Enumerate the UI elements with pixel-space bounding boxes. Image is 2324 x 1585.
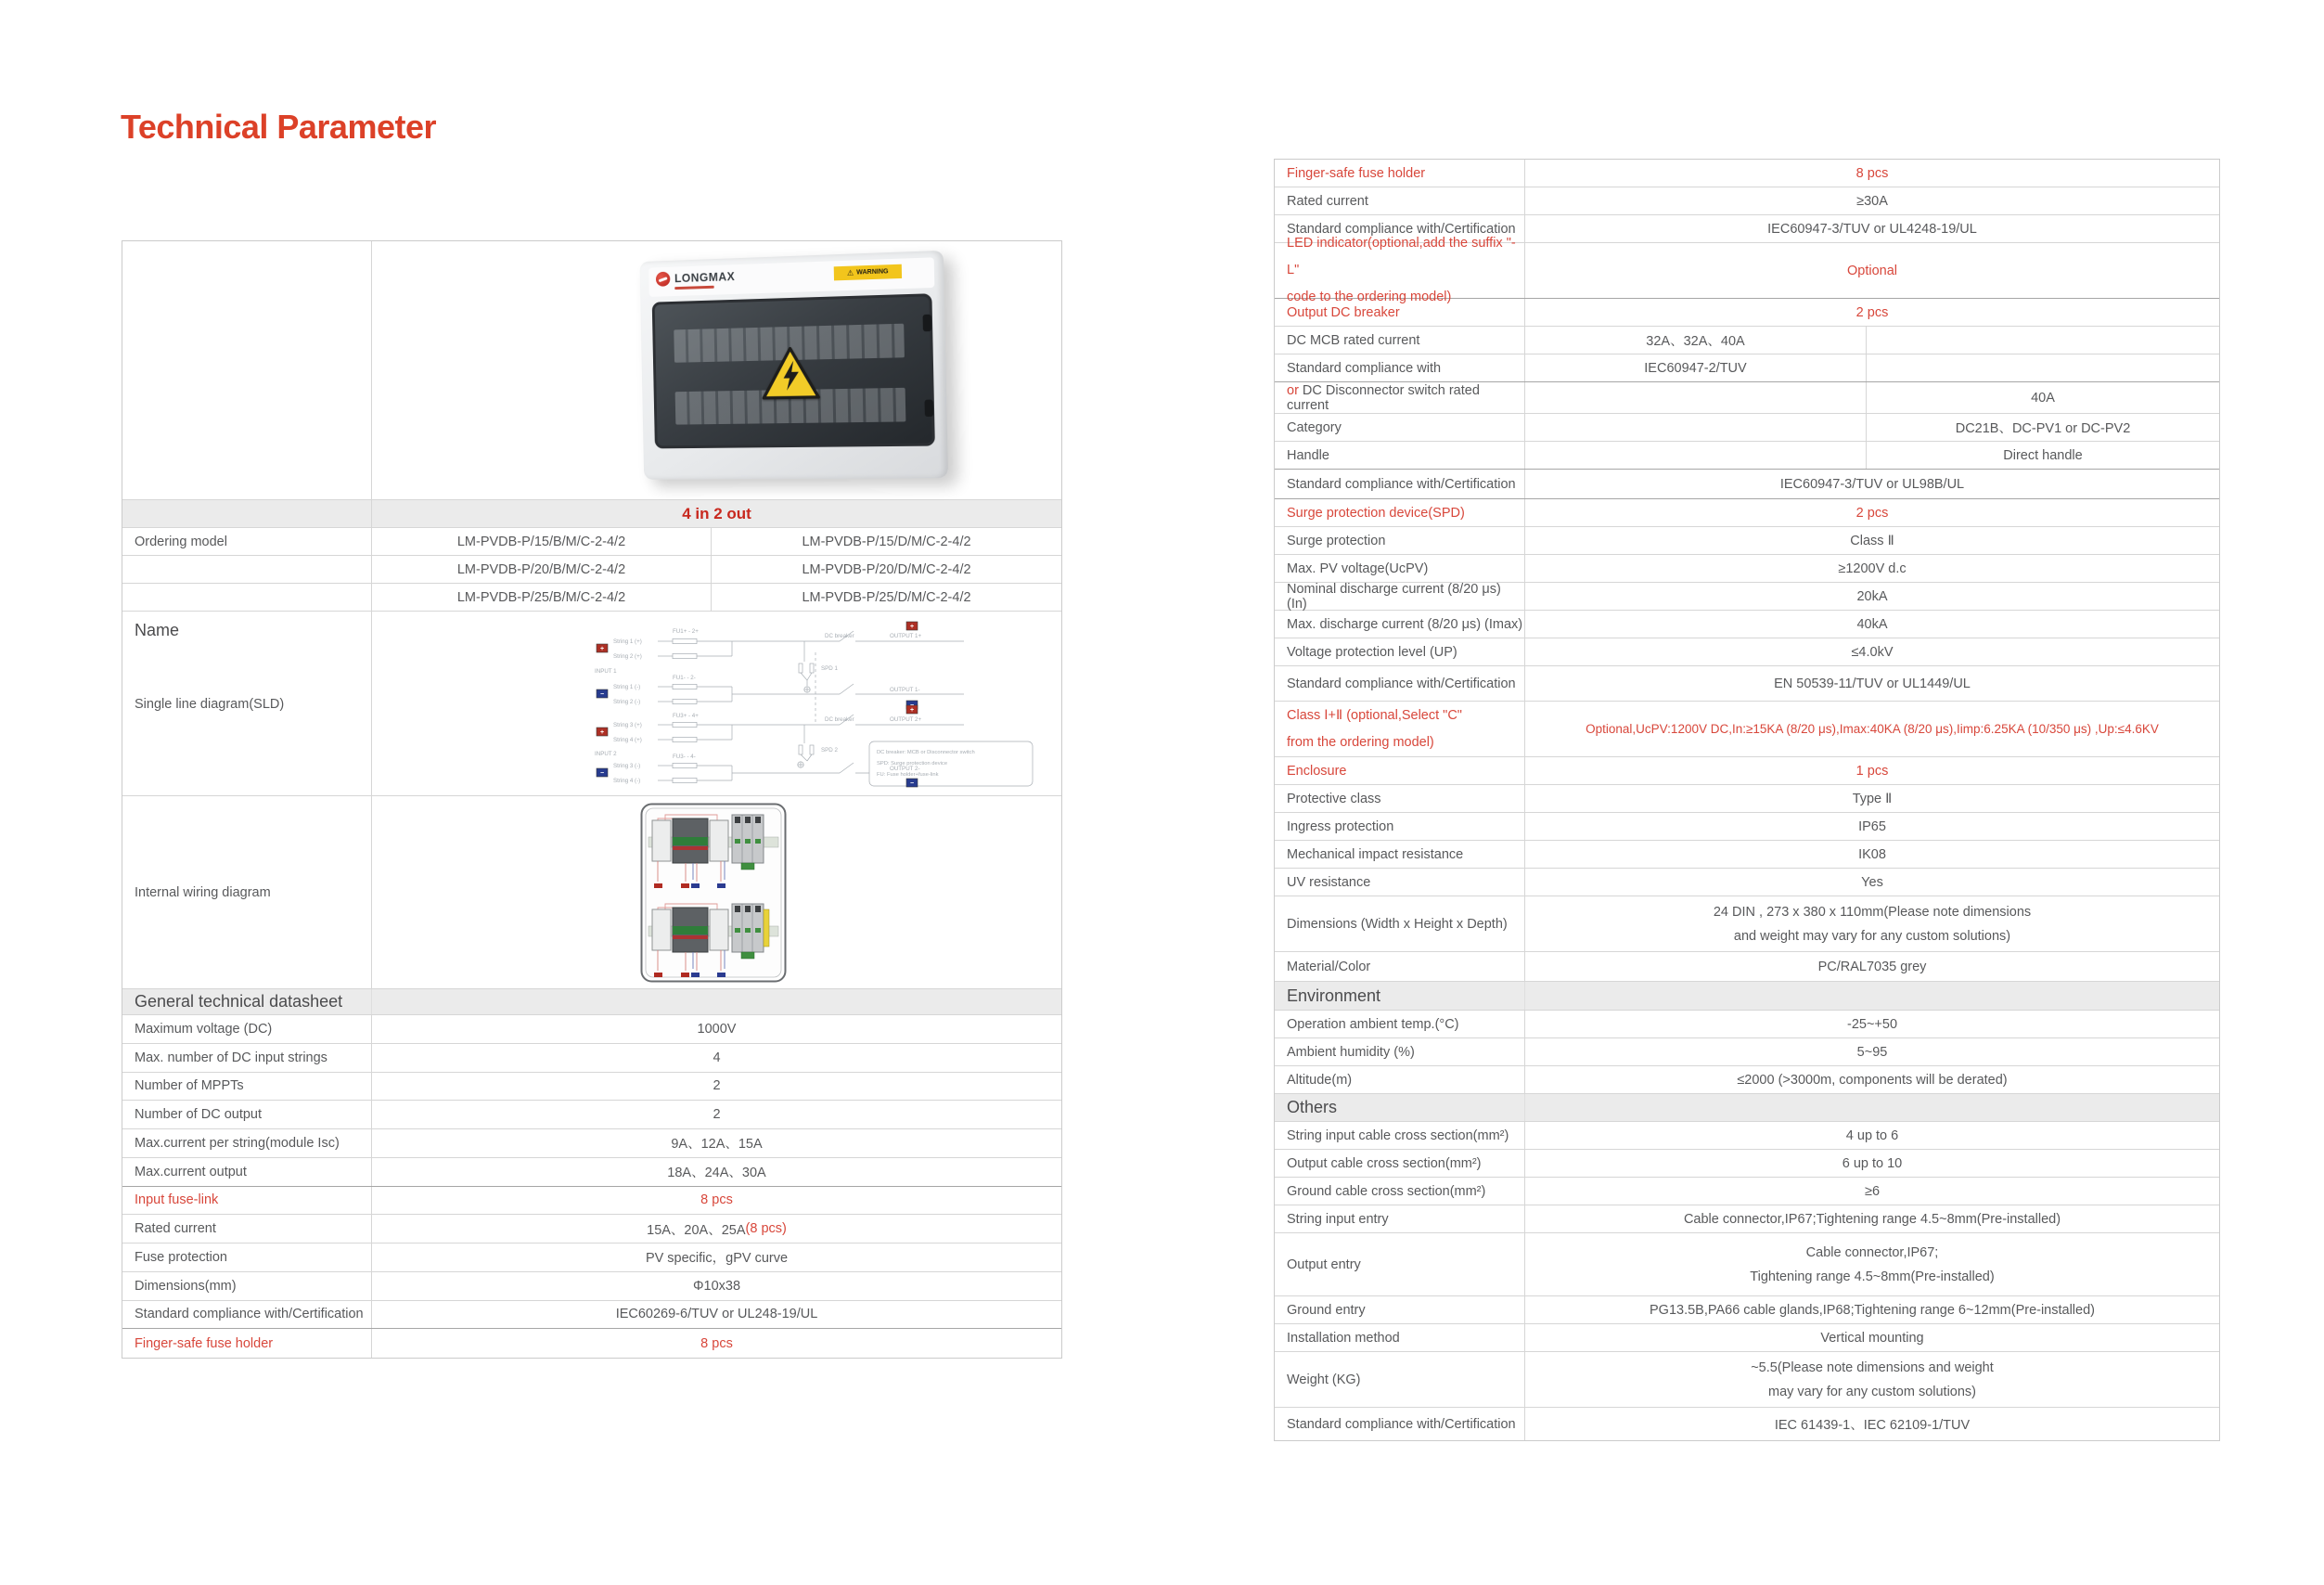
row-value: Optional [1846, 263, 1897, 278]
row-value: IK08 [1858, 846, 1886, 862]
table-row [1275, 611, 2219, 638]
row-value: 4 [713, 1050, 721, 1065]
svg-text:FU1- - 2-: FU1- - 2- [673, 675, 696, 681]
row-label: Ingress protection [1275, 813, 1525, 840]
model-cell: LM-PVDB-P/15/B/M/C-2-4/2 [372, 528, 712, 555]
warning-triangle-icon [760, 344, 822, 401]
row-label: or DC Disconnector switch rated current [1275, 382, 1525, 413]
row-value: Class Ⅱ [1850, 533, 1894, 548]
row-value: 2 [713, 1107, 721, 1123]
svg-text:OUTPUT 1-: OUTPUT 1- [890, 687, 920, 693]
table-row [1275, 1011, 2219, 1038]
row-label: Ordering model [122, 528, 372, 555]
row-label: Fuse protection [122, 1244, 372, 1271]
model-cell: LM-PVDB-P/20/B/M/C-2-4/2 [372, 556, 712, 583]
svg-text:String 3 (+): String 3 (+) [613, 722, 642, 728]
row-value-left [1525, 442, 1867, 469]
table-row [1275, 666, 2219, 702]
model-cell: LM-PVDB-P/20/D/M/C-2-4/2 [802, 561, 971, 577]
row-value-right [1867, 354, 2219, 381]
row-value: 20kA [1856, 588, 1888, 604]
row-value-left [1525, 414, 1867, 441]
model-cell: LM-PVDB-P/25/D/M/C-2-4/2 [802, 589, 971, 605]
svg-text:OUTPUT 2+: OUTPUT 2+ [890, 716, 922, 723]
row-value: PG13.5B,PA66 cable glands,IP68;Tightening range 6~12mm(Pre-installed) [1650, 1302, 2095, 1318]
ordering-model-row [122, 528, 1061, 556]
table-row [1275, 470, 2219, 499]
table-row [1275, 236, 2219, 304]
svg-text:−: − [909, 780, 915, 787]
row-label [122, 500, 372, 527]
row-label: Output DC breaker [1275, 299, 1525, 326]
row-label: Operation ambient temp.(°C) [1275, 1011, 1525, 1037]
svg-text:INPUT 2: INPUT 2 [595, 751, 617, 757]
row-value: PV specific，gPV curve [645, 1251, 789, 1267]
table-row [1275, 1178, 2219, 1205]
svg-text:FU: Fuse holder+fuse-link: FU: Fuse holder+fuse-link [877, 772, 939, 778]
row-value: 15A、20A、25A (8 pcs) [647, 1221, 787, 1238]
section-header-spacer [372, 989, 1061, 1014]
section-header: Others [1275, 1094, 1525, 1121]
row-label: Voltage protection level (UP) [1275, 638, 1525, 665]
table-row [1275, 869, 2219, 896]
row-label: Standard compliance with/Certification [122, 1301, 372, 1329]
svg-text:+: + [599, 646, 605, 652]
svg-text:DC breaker: MCB or Disconnecto: DC breaker: MCB or Disconnector switch [877, 750, 975, 755]
table-row [1275, 757, 2219, 785]
ordering-model-row [122, 584, 1061, 612]
table-row [1275, 1122, 2219, 1150]
row-label [122, 241, 372, 499]
table-row [122, 1073, 1061, 1102]
table-row [122, 1158, 1061, 1187]
table-row [1275, 785, 2219, 813]
sld-terminal-signs [600, 624, 914, 787]
row-value: IEC60269-6/TUV or UL248-19/UL [615, 1307, 818, 1322]
table-row [1275, 299, 2219, 327]
svg-text:SPD: Surge protection device: SPD: Surge protection device [877, 761, 948, 767]
table-row [1275, 499, 2219, 527]
row-value: Φ10x38 [692, 1278, 741, 1294]
row-label: Installation method [1275, 1324, 1525, 1351]
table-row [1275, 414, 2219, 442]
section-header: Environment [1275, 982, 1525, 1010]
wiring-row [122, 796, 1061, 989]
brand-name: LONGMAX [674, 270, 736, 286]
single-line-diagram [593, 615, 1038, 792]
svg-text:String 2 (+): String 2 (+) [613, 653, 642, 660]
row-label: Max.current output [122, 1158, 372, 1186]
table-row [1275, 1233, 2219, 1296]
section-header-row [1275, 982, 2219, 1011]
table-row [1275, 952, 2219, 982]
section-header-row [1275, 1094, 2219, 1122]
row-value: 40kA [1856, 616, 1888, 632]
row-label: Number of DC output [122, 1101, 372, 1128]
row-label: Ground cable cross section(mm²) [1275, 1178, 1525, 1205]
hinge [924, 399, 933, 417]
row-value: EN 50539-11/TUV or UL1449/UL [1774, 676, 1971, 691]
row-label: LED indicator(optional,add the suffix "- L" code to the ordering model) [1275, 243, 1525, 298]
table-row [1275, 160, 2219, 187]
name-section-label: Name [135, 621, 180, 639]
row-label: Dimensions(mm) [122, 1272, 372, 1300]
table-row [122, 1187, 1061, 1216]
row-value: PC/RAL7035 grey [1817, 959, 1927, 974]
svg-text:+: + [599, 729, 605, 736]
row-value: Optional,UcPV:1200V DC,In:≥15KA (8/20 μs),Imax:40KA (8/20 μs),Iimp:6.25KA (10/350 μs) ,Up:≤4.6KV [1586, 722, 2159, 736]
row-value: ≥30A [1856, 193, 1888, 209]
warning-sticker-label: WARNING [856, 268, 889, 277]
ordering-values [372, 556, 1061, 583]
row-label: Number of MPPTs [122, 1073, 372, 1101]
row-label: Finger-safe fuse holder [122, 1329, 372, 1358]
table-row [1275, 354, 2219, 382]
svg-text:−: − [599, 691, 605, 698]
row-label: Category [1275, 414, 1525, 441]
row-value: Type Ⅱ [1852, 791, 1893, 806]
row-label: Enclosure [1275, 757, 1525, 784]
row-label: Max.current per string(module Isc) [122, 1129, 372, 1157]
row-label: Internal wiring diagram [122, 796, 372, 988]
svg-text:OUTPUT 1+: OUTPUT 1+ [890, 633, 922, 639]
table-row [1275, 702, 2219, 757]
table-row [1275, 1352, 2219, 1408]
row-label [122, 556, 372, 583]
svg-text:−: − [909, 702, 915, 709]
svg-text:DC breaker: DC breaker [825, 633, 854, 639]
row-label: Surge protection [1275, 527, 1525, 554]
svg-text:String 3 (-): String 3 (-) [613, 763, 641, 769]
table-row [1275, 1324, 2219, 1352]
row-label: Finger-safe fuse holder [1275, 160, 1525, 187]
svg-text:FU1+ - 2+: FU1+ - 2+ [673, 628, 699, 635]
table-row [122, 1215, 1061, 1244]
table-row [1275, 1038, 2219, 1066]
row-label [122, 584, 372, 611]
row-value: 1 pcs [1855, 763, 1889, 779]
svg-text:FU3+ - 4+: FU3+ - 4+ [673, 713, 699, 719]
sld-string-labels [613, 638, 642, 784]
row-value: ~5.5(Please note dimensions and weight may vary for any custom solutions) [1751, 1359, 1994, 1399]
table-row [122, 1329, 1061, 1358]
row-label: Handle [1275, 442, 1525, 469]
row-label: Surge protection device(SPD) [1275, 499, 1525, 526]
row-label: Standard compliance with/Certification [1275, 215, 1525, 242]
row-value: Cable connector,IP67; Tightening range 4.5~8mm(Pre-installed) [1750, 1244, 1995, 1284]
row-value: 8 pcs [1855, 165, 1889, 181]
row-value: IEC60947-3/TUV or UL4248-19/UL [1767, 221, 1977, 237]
row-label: Standard compliance with/Certification [1275, 1408, 1525, 1440]
ordering-model-row [122, 556, 1061, 584]
row-value: ≥6 [1864, 1183, 1881, 1199]
table-row [122, 1129, 1061, 1158]
table-row [1275, 555, 2219, 583]
row-value-right: Direct handle [2003, 447, 2083, 463]
table-row [1275, 382, 2219, 414]
page-title: Technical Parameter [121, 108, 437, 146]
svg-text:SPD 2: SPD 2 [821, 747, 838, 754]
svg-text:FU3- - 4-: FU3- - 4- [673, 754, 696, 760]
row-label: String input cable cross section(mm²) [1275, 1122, 1525, 1149]
svg-text:+: + [909, 624, 915, 630]
row-label: Rated current [1275, 187, 1525, 214]
product-photo [602, 251, 977, 490]
row-value: Vertical mounting [1820, 1330, 1924, 1346]
row-value: ≤4.0kV [1851, 644, 1894, 660]
row-value: 2 pcs [1855, 505, 1889, 521]
right-spec-table [1274, 159, 2220, 1441]
row-label: Rated current [122, 1215, 372, 1243]
table-row [122, 1301, 1061, 1330]
row-value-right [1867, 327, 2219, 354]
row-label: UV resistance [1275, 869, 1525, 896]
row-label: Ambient humidity (%) [1275, 1038, 1525, 1065]
model-cell: LM-PVDB-P/15/D/M/C-2-4/2 [802, 534, 971, 549]
svg-text:String 1 (-): String 1 (-) [613, 684, 641, 690]
row-label: Max. discharge current (8/20 μs) (Imax) [1275, 611, 1525, 638]
row-label: Mechanical impact resistance [1275, 841, 1525, 868]
brand-logo-icon [656, 272, 671, 287]
section-header-spacer [1525, 982, 2219, 1010]
svg-text:String 4 (-): String 4 (-) [613, 778, 641, 784]
row-label: Class Ⅰ+Ⅱ (optional,Select "C" from the ordering model) [1275, 702, 1525, 756]
row-label: Standard compliance with [1275, 354, 1525, 381]
row-label: Max. PV voltage(UcPV) [1275, 555, 1525, 582]
row-value-right: 40A [2031, 390, 2055, 406]
row-value: 24 DIN , 273 x 380 x 110mm(Please note dimensions and weight may vary for any custom solutions) [1713, 904, 2032, 944]
row-value-left: IEC60947-2/TUV [1525, 354, 1867, 381]
hinge [923, 314, 932, 331]
span-header: 4 in 2 out [682, 504, 751, 522]
row-value-red-part: (8 pcs) [745, 1221, 787, 1237]
row-label: Material/Color [1275, 952, 1525, 981]
sld-row [122, 612, 1061, 796]
row-label: String input entry [1275, 1205, 1525, 1232]
row-value: Yes [1861, 874, 1883, 890]
row-value: ≥1200V d.c [1838, 561, 1907, 576]
sld-label: Single line diagram(SLD) [135, 697, 285, 712]
table-row [1275, 813, 2219, 841]
table-row [1275, 1205, 2219, 1233]
row-label: Weight (KG) [1275, 1352, 1525, 1407]
left-spec-table [122, 240, 1062, 1359]
table-row [122, 1272, 1061, 1301]
row-value: IEC 61439-1、IEC 62109-1/TUV [1774, 1418, 1971, 1433]
svg-text:DC breaker: DC breaker [825, 716, 854, 723]
table-row [1275, 638, 2219, 666]
row-value-right: DC21B、DC-PV1 or DC-PV2 [1955, 421, 2131, 436]
model-cell: LM-PVDB-P/25/B/M/C-2-4/2 [372, 584, 712, 611]
row-label [122, 612, 372, 795]
ordering-values [372, 584, 1061, 611]
table-row [122, 1015, 1061, 1044]
sld-breaker-labels [825, 633, 854, 723]
row-value: 8 pcs [700, 1192, 733, 1208]
device-top-band [648, 257, 934, 297]
table-row [1275, 1296, 2219, 1324]
table-row [122, 1244, 1061, 1272]
row-value: 2 pcs [1855, 304, 1889, 320]
row-label: Standard compliance with/Certification [1275, 666, 1525, 701]
sld-diagram-cell [372, 612, 1061, 795]
row-value: 18A、24A、30A [667, 1166, 766, 1181]
warning-sticker-icon: ⚠ [846, 268, 854, 277]
row-value: -25~+50 [1846, 1016, 1898, 1032]
table-row [1275, 896, 2219, 952]
row-value: 9A、12A、15A [671, 1137, 763, 1153]
row-value: 2 [713, 1078, 721, 1094]
device-enclosure [639, 251, 948, 480]
sld-fu-labels [673, 628, 699, 760]
internal-wiring-diagram [639, 802, 788, 984]
section-header: General technical datasheet [122, 989, 372, 1014]
table-row [1275, 583, 2219, 611]
table-row [122, 1044, 1061, 1073]
table-row [1275, 327, 2219, 354]
row-label: Protective class [1275, 785, 1525, 812]
table-row [1275, 1066, 2219, 1094]
section-header-row [122, 989, 1061, 1015]
row-label: Output cable cross section(mm²) [1275, 1150, 1525, 1177]
sld-input-labels [595, 668, 617, 757]
section-header-spacer [1525, 1094, 2219, 1121]
table-row [1275, 442, 2219, 470]
ordering-values [372, 528, 1061, 555]
row-value: 1000V [697, 1021, 737, 1037]
wiring-diagram-cell [372, 796, 1061, 988]
table-row [1275, 1150, 2219, 1178]
row-label: Nominal discharge current (8/20 μs) (In) [1275, 583, 1525, 610]
table-row [122, 1101, 1061, 1129]
row-value: 6 up to 10 [1842, 1155, 1903, 1171]
warning-sticker [834, 264, 902, 281]
row-label: Input fuse-link [122, 1187, 372, 1215]
table-row [1275, 1408, 2219, 1440]
svg-text:OUTPUT 2-: OUTPUT 2- [890, 766, 920, 772]
brand-tagline-bar [674, 286, 713, 290]
svg-text:INPUT 1: INPUT 1 [595, 668, 617, 675]
svg-text:String 1 (+): String 1 (+) [613, 638, 642, 645]
row-label: Max. number of DC input strings [122, 1044, 372, 1072]
row-value: IEC60947-3/TUV or UL98B/UL [1779, 476, 1965, 492]
svg-text:String 2 (-): String 2 (-) [613, 699, 641, 705]
svg-text:SPD 1: SPD 1 [821, 665, 838, 672]
row-value: ≤2000 (>3000m, components will be derated) [1737, 1072, 2008, 1088]
device-window [652, 293, 935, 448]
table-row [1275, 187, 2219, 215]
row-value: 5~95 [1856, 1044, 1888, 1060]
row-label: DC MCB rated current [1275, 327, 1525, 354]
product-image-cell [372, 241, 1061, 499]
sld-spd-labels [821, 665, 838, 754]
table-row [1275, 841, 2219, 869]
row-value: 8 pcs [700, 1335, 733, 1351]
product-image-row [122, 241, 1061, 500]
row-label: Maximum voltage (DC) [122, 1015, 372, 1043]
svg-text:+: + [909, 707, 915, 714]
row-label: Standard compliance with/Certification [1275, 470, 1525, 498]
table-row [1275, 527, 2219, 555]
svg-text:−: − [599, 770, 605, 777]
row-value-left: 32A、32A、40A [1525, 327, 1867, 354]
row-label: Altitude(m) [1275, 1066, 1525, 1093]
row-label: Output entry [1275, 1233, 1525, 1295]
row-label: Ground entry [1275, 1296, 1525, 1323]
row-label: Dimensions (Width x Height x Depth) [1275, 896, 1525, 951]
row-value-left [1525, 382, 1867, 413]
row-value: IP65 [1858, 818, 1886, 834]
svg-text:String 4 (+): String 4 (+) [613, 737, 642, 743]
brand-logo [656, 269, 736, 287]
table-span-header-row [122, 500, 1061, 528]
row-value: 4 up to 6 [1845, 1128, 1899, 1143]
row-value: Cable connector,IP67;Tightening range 4.5~8mm(Pre-installed) [1683, 1211, 2061, 1227]
